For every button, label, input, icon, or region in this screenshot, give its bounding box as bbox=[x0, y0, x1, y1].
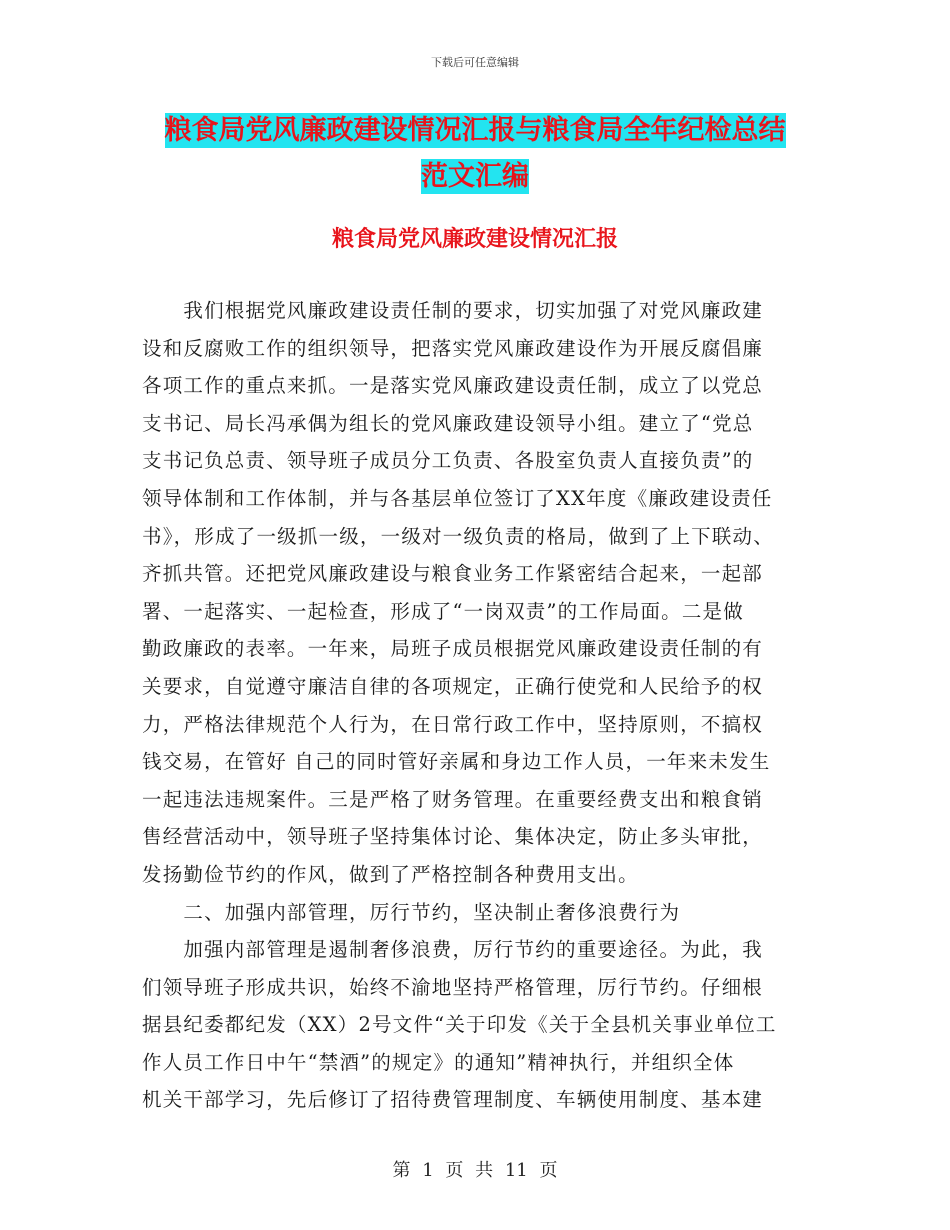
body-text bbox=[142, 292, 810, 1119]
body-line: 设和反腐败工作的组织领导，把落实党风廉政建设作为开展反腐倡廉 bbox=[142, 336, 764, 360]
section-title: 粮食局党风廉政建设情况汇报 bbox=[331, 227, 618, 252]
body-line: 各项工作的重点来抓。一是落实党风廉政建设责任制，成立了以党总 bbox=[142, 374, 764, 398]
document-title-line2: 范文汇编 bbox=[421, 161, 529, 192]
body-line: 支书记负总责、领导班子成员分工负责、各股室负责人直接负责”的 bbox=[142, 449, 754, 473]
body-line: 机关干部学习，先后修订了招待费管理制度、车辆使用制度、基本建 bbox=[142, 1088, 764, 1112]
body-line: 力，严格法律规范个人行为，在日常行政工作中，坚持原则，不搞权 bbox=[142, 712, 764, 736]
body-line: 们领导班子形成共识，始终不渝地坚持严格管理，厉行节约。仔细根 bbox=[142, 975, 764, 999]
body-line: 关要求，自觉遵守廉洁自律的各项规定，正确行使党和人民给予的权 bbox=[142, 674, 764, 698]
body-line: 支书记、局长冯承偶为组长的党风廉政建设领导小组。建立了“党总 bbox=[142, 411, 754, 435]
body-line: 署、一起落实、一起检查，形成了“一岗双责”的工作局面。二是做 bbox=[142, 599, 744, 623]
document-title bbox=[120, 108, 830, 200]
page-number-footer: 第 1 页 共 11 页 bbox=[392, 1160, 558, 1181]
body-line: 钱交易，在管好 自己的同时管好亲属和身边工作人员，一年来未发生 bbox=[142, 750, 771, 774]
body-line: 发扬勤俭节约的作风，做到了严格控制各种费用支出。 bbox=[142, 862, 639, 886]
body-line: 作人员工作日中午“禁酒”的规定》的通知”精神执行，并组织全体 bbox=[142, 1050, 735, 1074]
header-note: 下载后可任意编辑 bbox=[431, 56, 519, 69]
body-line: 加强内部管理是遏制奢侈浪费，厉行节约的重要途径。为此，我 bbox=[142, 938, 764, 962]
document-title-line1: 粮食局党风廉政建设情况汇报与粮食局全年纪检总结 bbox=[164, 115, 786, 146]
body-line: 齐抓共管。还把党风廉政建设与粮食业务工作紧密结合起来，一起部 bbox=[142, 562, 764, 586]
body-line: 据县纪委都纪发（XX）2号文件“关于印发《关于全县机关事业单位工 bbox=[142, 1013, 777, 1037]
body-line: 书》，形成了一级抓一级，一级对一级负责的格局，做到了上下联动、 bbox=[142, 524, 774, 548]
body-line: 一起违法违规案件。三是严格了财务管理。在重要经费支出和粮食销 bbox=[142, 787, 764, 811]
body-line: 我们根据党风廉政建设责任制的要求，切实加强了对党风廉政建 bbox=[142, 299, 764, 322]
body-line: 领导体制和工作体制，并与各基层单位签订了XX年度《廉政建设责任 bbox=[142, 486, 773, 510]
body-line: 售经营活动中，领导班子坚持集体讨论、集体决定，防止多头审批， bbox=[142, 825, 764, 849]
body-line: 二、加强内部管理，厉行节约，坚决制止奢侈浪费行为 bbox=[142, 900, 681, 924]
body-line: 勤政廉政的表率。一年来，局班子成员根据党风廉政建设责任制的有 bbox=[142, 637, 764, 661]
